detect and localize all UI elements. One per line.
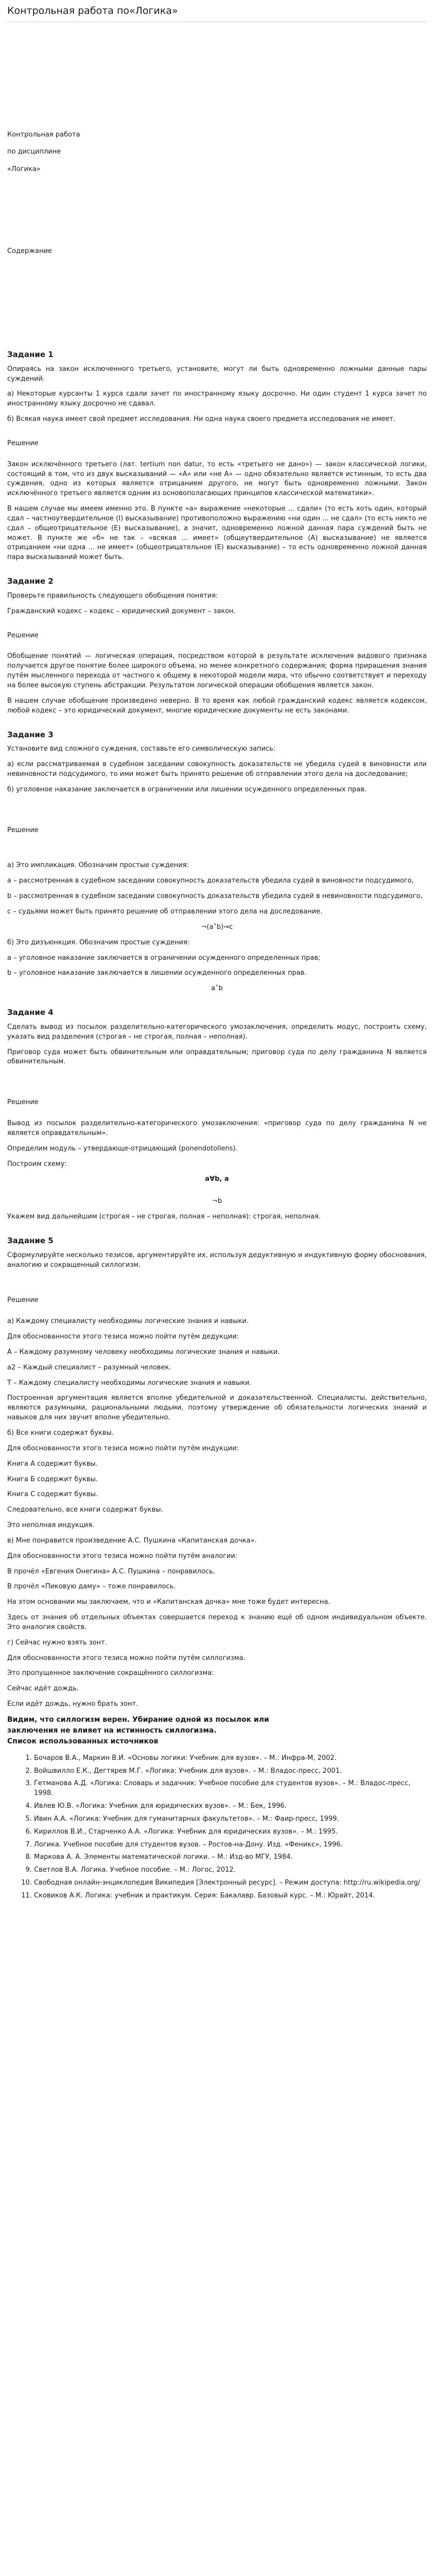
scheme-conclusion: ¬b	[212, 1197, 222, 1206]
task3-solution-paragraph: c – судьями может быть принято решение об отправлении этого дела на доследование.	[7, 908, 323, 916]
task1-solution-label: Решение	[7, 439, 39, 447]
task5-line: а) Каждому специалисту необходимы логические знания и навыки.	[7, 1317, 249, 1326]
task3-solution-paragraph: b – рассмотренная в судебном заседании совокупность доказательств убедила судей в невиновности подсудимого,	[7, 892, 423, 901]
task5-line: В прочёл «Пиковую даму» – тоже понравилось.	[7, 1583, 176, 1591]
task5-line: Для обоснованности этого тезиса можно пойти путём силлогизма.	[7, 1654, 246, 1662]
reference-item: 3. Гетманова А.Д. «Логика: Словарь и задачник: Учебное пособие для студентов вузов». – М.: Владос-пресс, 1998.	[34, 1779, 427, 1799]
reference-item: 7. Логика. Учебное пособие для студентов вузов. – Ростов-на-Дону. Изд. «Феникс», 1996.	[34, 1840, 427, 1850]
task5-line: Книга А содержит буквы.	[7, 1460, 98, 1468]
task5-line: T – Каждому специалисту необходимы логические знания и навыки.	[7, 1379, 252, 1387]
reference-item: 10. Свободная онлайн-энциклопедия Википедия [Электронный ресурс]. – Режим доступа: http://ru.wikipedia.org/	[34, 1878, 427, 1888]
task4-paragraph: Приговор суда может быть обвинительным или оправдательным; приговор суда по делу гражданина N является обвинительным.	[7, 1048, 427, 1066]
task5-line: г) Сейчас нужно взять зонт.	[7, 1638, 107, 1647]
task1-solution-paragraph: В нашем случае мы имеем именно это. В пункте «а» выражение «некоторые ... сдали» (то есть хоть один, который сдал – частноутвердительное (I) высказывание) противоположно выражению «ни один ... не сдал» (то есть никто не сдал – общеотрицательное (E) высказывание), а значит, одновременно ложной данная пара суждений быть не может. В пункте же «б» не так – «всякая ... имеет» (общеутвердительное (A) высказывание) не является отрицанием «ни одна ... не имеет» (общеотрицательное (E) высказывание) – то есть одновременно ложной данная пара высказываний может быть.	[7, 505, 427, 562]
task5-line: в) Мне понравится произведение А.С. Пушкина «Капитанская дочка».	[7, 1536, 257, 1545]
task5-line: Это неполная индукция.	[7, 1521, 95, 1530]
task4-paragraph: Сделать вывод из посылок разделительно-категорического умозаключения, определить модус, построить схему, указать вид разделения (строгая – не строгая, полная – неполная).	[7, 1023, 427, 1041]
task5-line: A – Каждому разумному человеку необходимы логические знания и навыки.	[7, 1348, 280, 1356]
task5-line: Для обоснованности этого тезиса можно пойти путём аналогии:	[7, 1552, 238, 1560]
references-list	[7, 1754, 427, 1901]
reference-item: 5. Ивин А.А. «Логика: Учебник для гуманитарных факультетов». – М.: Фаир-пресс, 1999.	[34, 1815, 427, 1824]
task2-paragraph: Гражданский кодекс – кодекс – юридический документ – закон.	[7, 607, 236, 615]
cover-line: по дисциплине	[7, 148, 61, 156]
reference-item: 8. Маркова А. А. Элементы математической логики. – М.: Изд-во МГУ, 1984.	[34, 1853, 427, 1862]
task5-line: Следовательно, все книги содержат буквы.	[7, 1506, 163, 1514]
task3-paragraph: б) уголовное наказание заключается в ограничении или лишении осужденного определенных прав.	[7, 785, 367, 793]
reference-item: 4. Ивлев Ю.В. «Логика: Учебник для юридических вузов». – М.: Бек, 1996.	[34, 1802, 427, 1811]
reference-item: 1. Бочаров В.А., Маркин В.И. «Основы логики: Учебник для вузов». – М.: Инфра-М, 2002.	[34, 1754, 427, 1764]
task3-paragraph: а) если рассматриваемая в судебном заседании совокупность доказательств не убедила судей в виновности или невиновности подсудимого, то ими может быть принято решение об отправлении этого дела на доследование;	[7, 760, 427, 778]
task5-line: Для обоснованности этого тезиса можно пойти путём дедукции:	[7, 1333, 239, 1341]
task5-line: Книга С содержит буквы.	[7, 1490, 98, 1499]
conclusion-bold: заключения не влияет на истинность силлогизма.	[7, 1726, 217, 1735]
task4-solution-paragraph: Построим схему:	[7, 1160, 67, 1168]
task5-line: Сейчас идёт дождь.	[7, 1685, 79, 1693]
task1-solution-paragraph: Закон исключённого третьего (лат. tertium non datur, то есть «третьего не дано») — закон классической логики, состоящий в том, что из двух высказываний — «А» или «не А» — одно обязательно является истинным, то есть два суждения, одно из которых является отрицанием другого, не могут быть одновременно ложными. Закон исключённого третьего является одним из основополагающих принципов классической математики».	[7, 460, 427, 498]
task5-line: б) Все книги содержат буквы.	[7, 1429, 114, 1437]
references-heading: Список использованных источников	[7, 1737, 159, 1745]
task2-paragraph: Проверьте правильность следующего обобщения понятия:	[7, 591, 218, 600]
task4-solution-paragraph: Определим модуль – утвердающе-отрицающий (ponendotollens).	[7, 1144, 238, 1153]
cover-line: «Логика»	[7, 165, 41, 174]
task5-solution-label: Решение	[7, 1296, 39, 1304]
contents-label: Содержание	[7, 247, 52, 256]
task1-paragraph: Опираясь на закон исключенного третьего, установите, могут ли быть одновременно ложными данные пары суждений.	[7, 365, 427, 383]
task5-line: На этом основании мы заключаем, что и «Капитанская дочка» мне тоже будет интересна.	[7, 1598, 330, 1606]
task1-heading: Задание 1	[7, 349, 54, 359]
conclusion-bold: Видим, что силлогизм верен. Убирание одной из посылок или	[7, 1716, 269, 1724]
task3-solution-paragraph: a – рассмотренная в судебном заседании совокупность доказательств убедила судей в виновности подсудимого,	[7, 877, 414, 885]
task2-heading: Задание 2	[7, 577, 54, 586]
task5-line: Построенная аргументация является вполне убедительной и доказательственной. Специалисты, действительно, являются разумными, рациональными людьми, поэтому утверждение об обязательности логических знаний и навыков для них звучит вполне убедительно.	[7, 1394, 427, 1422]
task5-heading: Задание 5	[7, 1235, 54, 1245]
formula: a˅b	[211, 985, 223, 993]
reference-item: 2. Войшвилло Е.К., Дегтярев М.Г. «Логика: Учебник для вузов». – М.: Владос-пресс, 2001.	[34, 1767, 427, 1776]
task5-solution-body	[7, 1317, 427, 1709]
task5-line: Для обоснованности этого тезиса можно пойти путём индукции:	[7, 1444, 239, 1452]
reference-item: 6. Кириллов В.И., Старченко А.А. «Логика: Учебник для юридических вузов». – М.: 1995.	[34, 1827, 427, 1837]
scheme-premises: a∀b, a	[205, 1175, 229, 1183]
task4-heading: Задание 4	[7, 1008, 54, 1018]
task4-solution-paragraph: Вывод из посылок разделительно-категорического умозаключения: «приговор суда по делу гражданина N не является оправдательным».	[7, 1120, 427, 1137]
task4-solution-label: Решение	[7, 1098, 39, 1107]
task5-paragraph: Сформулируйте несколько тезисов, аргументируйте их, используя дедуктивную и индуктивную форму обоснования, аналогию и сокращенный силлогизм.	[7, 1251, 427, 1269]
task2-solution-label: Решение	[7, 631, 39, 639]
task1-paragraph: б) Всякая наука имеет свой предмет исследования. Ни одна наука своего предмета исследования не имеет.	[7, 415, 396, 423]
task5-line: Книга Б содержит буквы.	[7, 1475, 98, 1483]
task3-solution-paragraph: а – уголовное наказание заключается в ограничении осужденного определенных прав;	[7, 954, 321, 962]
task3-heading: Задание 3	[7, 730, 54, 739]
task2-solution-paragraph: Обобщение понятий — логическая операция, посредством которой в результате исключения видового признака получается другое понятие более широкого объема, но менее конкретного содержания; форма приращения знания путём мысленного перехода от частного к общему в некоторой модели мира, что обычно соответствует и переходу на более высокую ступень абстракции. Результатом логической операции обобщения является закон.	[7, 652, 427, 689]
task3-solution-paragraph: б) Это дизъюнкция. Обозначим простые суждения:	[7, 938, 190, 946]
cover-block	[7, 130, 427, 175]
task3-solution-paragraph: b – уголовное наказание заключается в лишении осужденного определенных прав.	[7, 969, 307, 977]
task5-line: a2 – Каждый специалист – разумный человек.	[7, 1363, 171, 1371]
task5-line: Здесь от знания об отдельных объектах совершается переход к знанию ещё об одном индивидуальном объекте. Это аналогия свойств.	[7, 1614, 427, 1631]
task4-solution-paragraph: Укажем вид дальнейшим (строгая – не строгая, полная – неполная): строгая, неполная.	[7, 1213, 321, 1221]
task3-paragraph: Установите вид сложного суждения, составьте его символическую запись:	[7, 745, 276, 753]
task2-solution-paragraph: В нашем случае обобщение произведено неверно. В то время как любой гражданский кодекс является кодексом, любой кодекс – это юридический документ, многие юридические документы не есть законами.	[7, 697, 427, 715]
reference-item: 9. Светлов В.А. Логика. Учебное пособие. – М.: Логос, 2012.	[34, 1866, 427, 1875]
cover-line: Контрольная работа	[7, 130, 80, 139]
task5-line: В прочёл «Евгения Онегина» А.С. Пушкина – понравилось.	[7, 1567, 215, 1575]
reference-item: 11. Сковиков А.К. Логика: учебник и практикум. Серия: Бакалавр. Базовый курс. – М.: Юрайт, 2014.	[34, 1891, 427, 1901]
formula: ¬(a˅b)⇒c	[201, 923, 233, 931]
task3-solution-label: Решение	[7, 826, 39, 834]
task3-solution-paragraph: а) Это импликация. Обозначим простые суждения:	[7, 861, 189, 870]
document-title: Контрольная работа по«Логика»	[7, 4, 427, 22]
task5-line: Это пропущенное заключение сокращённого силлогизма:	[7, 1669, 214, 1677]
task5-line: Если идёт дождь, нужно брать зонт.	[7, 1700, 138, 1708]
task1-paragraph: а) Некоторые курсанты 1 курса сдали зачет по иностранному языку досрочно. Ни один студент 1 курса зачет по иностранному языку досрочно не сдавал.	[7, 390, 427, 408]
